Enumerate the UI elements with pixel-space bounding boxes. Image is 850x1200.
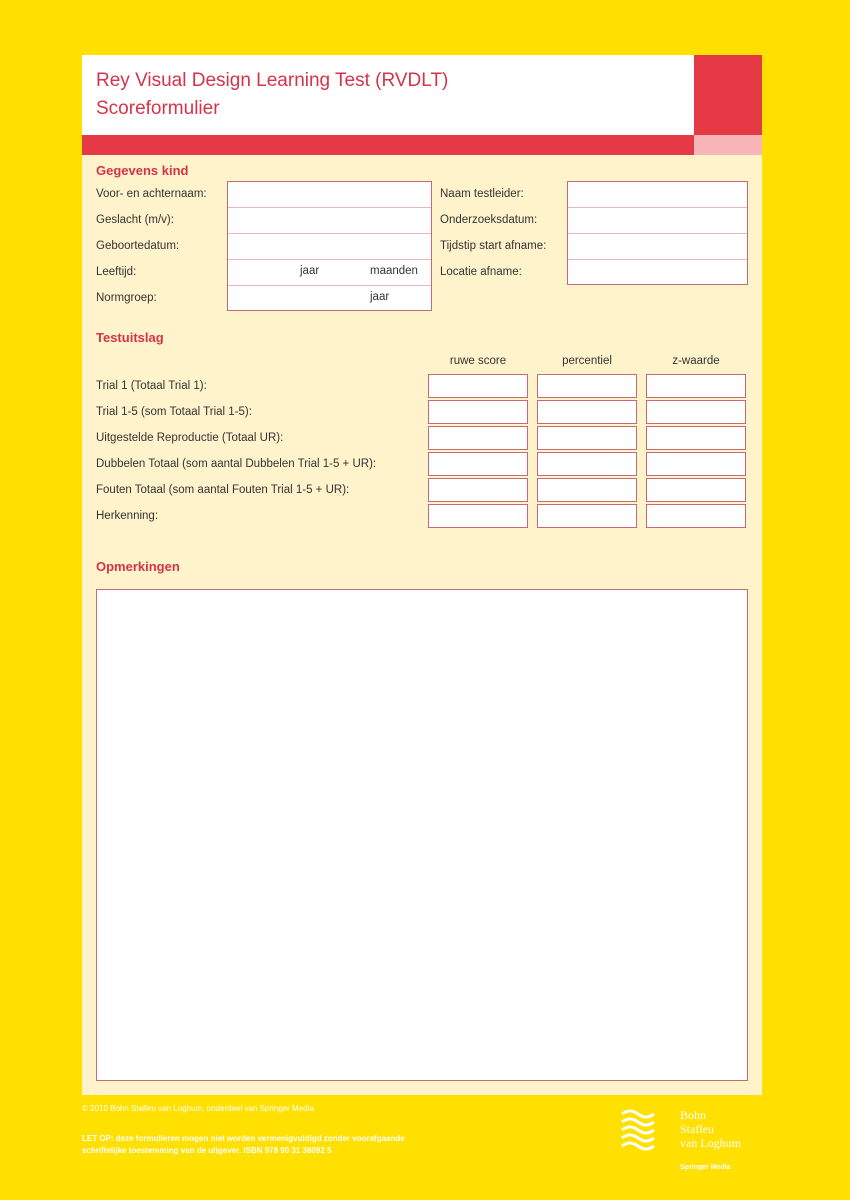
location-label: Locatie afname: [440,266,522,278]
result-row-label: Trial 1 (Totaal Trial 1): [96,380,207,392]
publisher-logo-icon [618,1108,662,1152]
test-info-box [567,181,748,285]
publisher-name [680,1108,741,1150]
result-row-label: Trial 1-5 (som Totaal Trial 1-5): [96,406,252,418]
publisher-line: Bohn [680,1108,707,1122]
z-score-cell[interactable] [646,478,746,502]
percentile-cell[interactable] [537,478,637,502]
z-score-cell[interactable] [646,504,746,528]
result-row-label: Herkenning: [96,510,159,522]
norm-group-label: Normgroep: [96,292,157,304]
name-label: Voor- en achternaam: [96,188,207,200]
header-pink-accent [694,135,762,155]
test-leader-field[interactable] [568,182,747,208]
raw-score-cell[interactable] [428,374,528,398]
publisher-line: Stafleu [680,1122,714,1136]
form-sheet [82,55,762,1095]
percentile-cell[interactable] [537,400,637,424]
percentile-cell[interactable] [537,426,637,450]
gender-field[interactable] [228,208,431,234]
header-red-bar [82,135,694,155]
age-years-unit: jaar [300,265,320,277]
birthdate-label: Geboortedatum: [96,240,180,252]
research-date-label: Onderzoeksdatum: [440,214,538,226]
raw-score-cell[interactable] [428,452,528,476]
test-leader-label: Naam testleider: [440,188,524,200]
raw-score-cell[interactable] [428,478,528,502]
start-time-field[interactable] [568,234,747,260]
z-score-cell[interactable] [646,452,746,476]
percentile-cell[interactable] [537,452,637,476]
publisher-sub: Springer Media [680,1164,731,1171]
child-fields-box [227,181,432,311]
raw-score-cell[interactable] [428,426,528,450]
copy-notice-line1: LET OP: deze formulieren mogen niet worden vermenigvuldigd zonder voorafgaande [82,1134,405,1143]
percentile-cell[interactable] [537,374,637,398]
z-score-cell[interactable] [646,400,746,424]
raw-score-cell[interactable] [428,504,528,528]
col-percentile: percentiel [562,355,612,367]
remarks-textarea[interactable] [96,589,748,1081]
norm-group-field[interactable] [228,286,431,312]
age-label: Leeftijd: [96,266,137,278]
norm-group-years-unit: jaar [370,291,390,303]
result-row-label: Dubbelen Totaal (som aantal Dubbelen Trial 1-5 + UR): [96,458,377,470]
result-row-label: Fouten Totaal (som aantal Fouten Trial 1-5 + UR): [96,484,350,496]
publisher-line: van Loghum [680,1136,741,1150]
copyright-text: © 2010 Bohn Stafleu van Loghum, onderdeel van Springer Media [82,1104,314,1113]
name-field[interactable] [228,182,431,208]
col-z-score: z-waarde [672,355,720,367]
form-title: Rey Visual Design Learning Test (RVDLT) [96,70,449,91]
header-banner [82,55,694,135]
age-field[interactable] [228,260,431,286]
header-red-block [694,55,762,135]
birthdate-field[interactable] [228,234,431,260]
form-subtitle: Scoreformulier [96,98,220,119]
raw-score-cell[interactable] [428,400,528,424]
copy-notice-line2: schriftelijke toestemming van de uitgever. ISBN 978 90 31 38092 5 [82,1146,332,1155]
col-raw-score: ruwe score [449,355,507,367]
remarks-heading: Opmerkingen [96,559,180,574]
start-time-label: Tijdstip start afname: [440,240,547,252]
gender-label: Geslacht (m/v): [96,214,174,226]
child-data-heading: Gegevens kind [96,163,189,178]
research-date-field[interactable] [568,208,747,234]
results-heading: Testuitslag [96,330,164,345]
percentile-cell[interactable] [537,504,637,528]
age-months-unit: maanden [370,265,418,277]
z-score-cell[interactable] [646,426,746,450]
result-row-label: Uitgestelde Reproductie (Totaal UR): [96,432,284,444]
z-score-cell[interactable] [646,374,746,398]
location-field[interactable] [568,260,747,286]
